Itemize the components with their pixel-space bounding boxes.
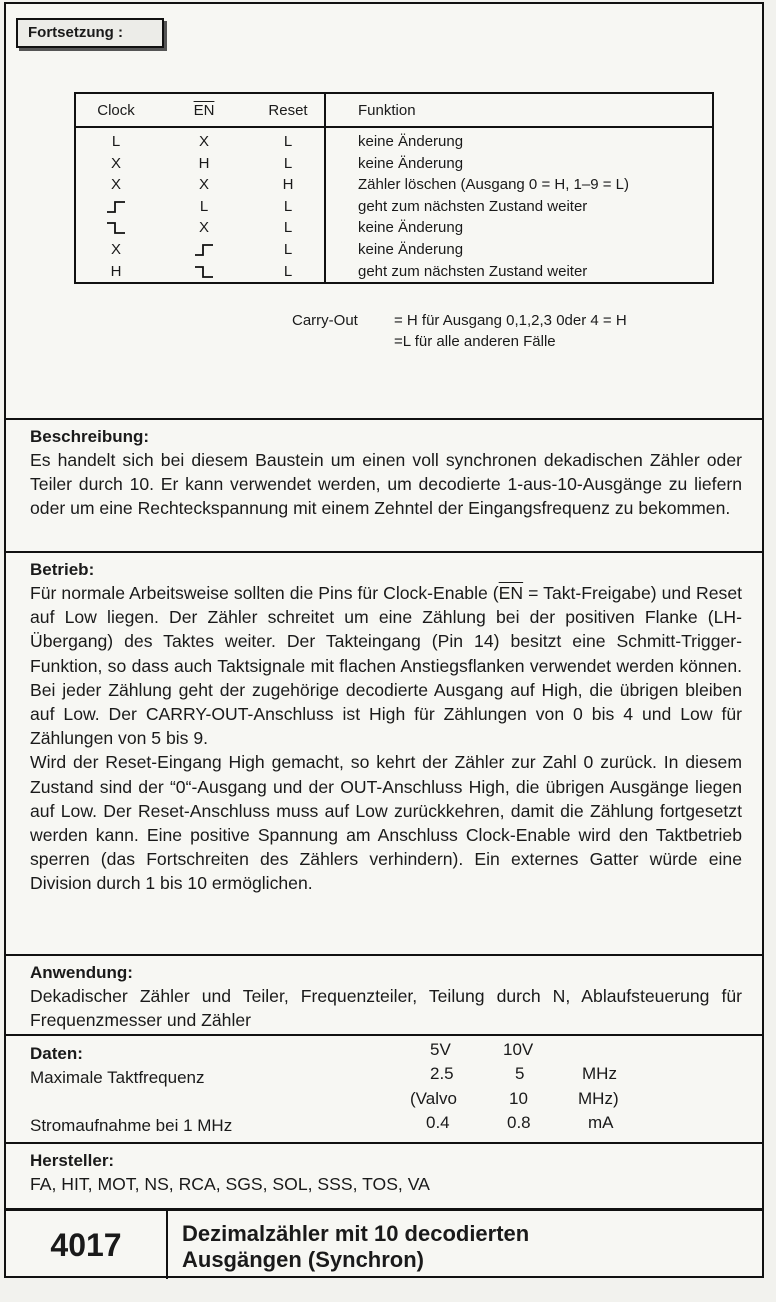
truth-table-row: [75, 174, 713, 196]
cell-clock: X: [110, 154, 121, 172]
header-clock: Clock: [75, 93, 156, 127]
hersteller-heading: Hersteller:: [30, 1151, 115, 1170]
cell-clock: X: [110, 176, 121, 194]
continuation-tab: Fortsetzung :: [16, 18, 164, 48]
part-title: [182, 1221, 742, 1273]
cell-en: L: [199, 197, 209, 215]
daten-row2-unit: MHz): [578, 1089, 619, 1108]
cell-reset: L: [283, 154, 293, 172]
beschreibung-text: Es handelt sich bei diesem Baustein um einen voll synchronen dekadischen Zähler oder Teiler durch 10. Er kann verwendet werden, um decodierte 1-aus-10-Ausgänge zu liefern oder um eine Rechteckspannung mit einem Zehntel der Eingangsfrequenz zu bekommen.: [30, 450, 742, 519]
cell-fn: keine Änderung: [325, 127, 713, 153]
daten-row3-unit: mA: [588, 1113, 614, 1132]
anwendung-heading: Anwendung:: [30, 963, 133, 982]
carry-out-label: Carry-Out: [292, 312, 358, 329]
daten-row2-10v: 10: [509, 1089, 528, 1108]
daten-row3-label: Stromaufnahme bei 1 MHz: [30, 1116, 233, 1135]
section-anwendung: [6, 954, 762, 1034]
truth-table-row: [75, 196, 713, 218]
truth-table-header: [75, 93, 713, 127]
daten-heading: Daten:: [30, 1044, 83, 1063]
truth-table-body: [75, 127, 713, 283]
daten-row3-5v: 0.4: [426, 1113, 450, 1132]
header-en-label: $\overline{EN}$: [193, 101, 215, 119]
cell-clock: H: [110, 262, 122, 280]
cell-reset: H: [282, 176, 294, 194]
truth-table-row: [75, 153, 713, 175]
daten-col-5v: 5V: [430, 1040, 451, 1059]
datasheet-page: [4, 2, 764, 1278]
header-funktion: Funktion: [325, 93, 713, 127]
header-en: [156, 93, 252, 127]
section-daten: [6, 1034, 762, 1144]
cell-en: [156, 261, 252, 284]
rising-edge-icon: [106, 198, 126, 215]
truth-table-row: [75, 127, 713, 153]
daten-row1-label: Maximale Taktfrequenz: [30, 1068, 205, 1087]
cell-fn: Zähler löschen (Ausgang 0 = H, 1–9 = L): [325, 174, 713, 196]
truth-table: [74, 92, 714, 284]
cell-reset: L: [283, 262, 293, 280]
truth-table-row: [75, 261, 713, 284]
cell-clock: [75, 196, 156, 218]
cell-en: H: [198, 154, 210, 172]
daten-row1-10v: 5: [515, 1064, 525, 1083]
section-betrieb: [6, 551, 762, 954]
header-reset: Reset: [252, 93, 325, 127]
carry-out-line1: = H für Ausgang 0,1,2,3 0der 4 = H: [394, 312, 627, 329]
daten-row1-5v: 2.5: [430, 1064, 454, 1083]
daten-row1-unit: MHz: [582, 1064, 617, 1083]
daten-row2-5v: (Valvo: [410, 1089, 457, 1108]
cell-fn: geht zum nächsten Zustand weiter: [325, 261, 713, 284]
betrieb-paragraph-2: Wird der Reset-Eingang High gemacht, so kehrt der Zähler zur Zahl 0 zurück. In diesem Zustand sind der “0“-Ausgang und der OUT-Anschluss High, die übrigen Ausgänge liegen auf Low. Der Reset-Anschluss muss auf Low zurückkehren, damit die Zählung fortgesetzt werden kann. Eine positive Spannung am Anschluss Clock-Enable wird den Taktbetrieb sperren (das Fortschreiten des Zählers verhindern). Ein externes Gatter würde eine Division durch 1 bis 10 ermöglichen.: [30, 752, 742, 894]
rising-edge-icon: [194, 241, 214, 258]
daten-col-10v: 10V: [503, 1040, 534, 1059]
part-title-line2: Ausgängen (Synchron): [182, 1247, 425, 1272]
betrieb-heading: Betrieb:: [30, 560, 95, 579]
cell-clock: X: [110, 240, 121, 258]
cell-en: X: [198, 133, 209, 150]
cell-en: X: [198, 176, 209, 194]
anwendung-text: Dekadischer Zähler und Teiler, Frequenzteiler, Teilung durch N, Ablaufsteuerung für Frequenzmesser und Zähler: [30, 986, 742, 1031]
cell-clock: [75, 217, 156, 239]
cell-reset: L: [283, 219, 293, 237]
footer: [6, 1208, 762, 1281]
truth-table-row: [75, 217, 713, 239]
cell-reset: L: [283, 197, 293, 215]
cell-en: X: [198, 219, 209, 237]
cell-fn: geht zum nächsten Zustand weiter: [325, 196, 713, 218]
falling-edge-icon: [194, 263, 214, 280]
hersteller-text: FA, HIT, MOT, NS, RCA, SGS, SOL, SSS, TOS, VA: [30, 1174, 430, 1194]
part-number: 4017: [6, 1211, 168, 1279]
cell-reset: L: [283, 133, 293, 150]
part-title-line1: Dezimalzähler mit 10 decodierten: [182, 1221, 530, 1246]
truth-table-row: [75, 239, 713, 261]
section-beschreibung: [6, 418, 762, 551]
cell-clock: L: [111, 133, 121, 150]
daten-row3-10v: 0.8: [507, 1113, 531, 1132]
cell-reset: L: [283, 240, 293, 258]
betrieb-paragraph-1: Für normale Arbeitsweise sollten die Pins für Clock-Enable ($\overline{EN}$ = Takt-Freigabe) und Reset auf Low liegen. Der Zähler schreitet um eine Zählung bei der positiven Flanke (LH-Übergang) des Taktes weiter. Der Takteingang (Pin 14) besitzt eine Schmitt-Trigger-Funktion, so dass auch Taktsignale mit flachen Anstiegsflanken verwendet werden können. Bei jeder Zählung geht der zugehörige decodierte Ausgang auf High, die übrigen bleiben auf Low. Der CARRY-OUT-Anschluss ist High für Zählungen von 0 bis 4 und Low für Zählungen von 5 bis 9.: [30, 583, 742, 749]
cell-en: [156, 239, 252, 261]
beschreibung-heading: Beschreibung:: [30, 427, 150, 446]
cell-fn: keine Änderung: [325, 239, 713, 261]
falling-edge-icon: [106, 219, 126, 236]
carry-out-line2: =L für alle anderen Fälle: [394, 333, 556, 350]
cell-fn: keine Änderung: [325, 153, 713, 175]
en-overline: $\overline{EN}$: [498, 583, 524, 603]
section-hersteller: [6, 1142, 762, 1208]
cell-fn: keine Änderung: [325, 217, 713, 239]
